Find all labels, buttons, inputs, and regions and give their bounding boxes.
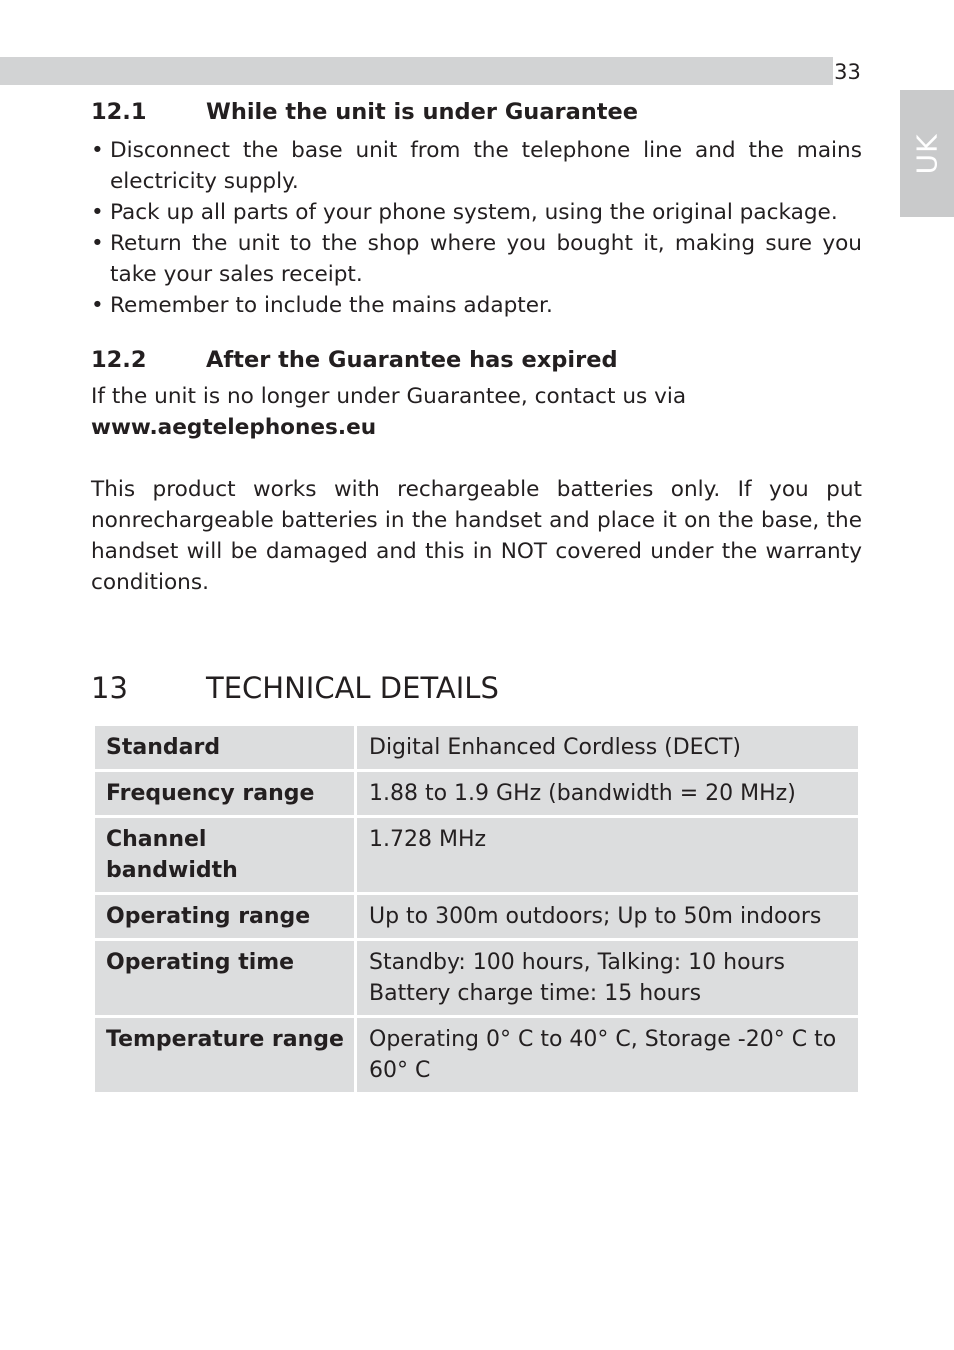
section-number: 12.1 [91,99,147,125]
expired-guarantee-text [91,381,862,443]
battery-warning-paragraph: This product works with rechargeable batteries only. If you put nonrechargeable batteries in the handset and place it on the base, the handset will be damaged and this in NOT covered under the warranty conditions. [91,477,862,595]
list-item: • Disconnect the base unit from the telephone line and the mains electricity supply. [91,135,862,197]
guarantee-steps-list [91,135,862,321]
table-row [95,818,858,892]
website-link[interactable]: www.aegtelephones.eu [91,415,377,440]
section-title: While the unit is under Guarantee [206,99,639,125]
spec-value: Up to 300m outdoors; Up to 50m indoors [357,895,858,938]
table-row [95,726,858,769]
table-row [95,1018,858,1092]
table-row [95,895,858,938]
contact-text: If the unit is no longer under Guarantee, contact us via [91,384,687,409]
spec-label: Operating time [95,941,354,1015]
chapter-title: TECHNICAL DETAILS [206,671,499,705]
spec-value: 1.728 MHz [357,818,858,892]
language-tab [900,90,954,217]
language-tab-label: UK [910,133,944,174]
spec-value: 1.88 to 1.9 GHz (bandwidth = 20 MHz) [357,772,858,815]
spec-label: Frequency range [95,772,354,815]
spec-value [357,941,858,1015]
technical-details-table [92,723,861,1095]
spec-label: Standard [95,726,354,769]
spec-value: Operating 0° C to 40° C, Storage -20° C to 60° C [357,1018,858,1092]
chapter-number: 13 [91,671,128,705]
spec-value-line: Standby: 100 hours, Talking: 10 hours [369,950,785,975]
list-item: • Pack up all parts of your phone system, using the original package. [91,197,862,228]
section-title: After the Guarantee has expired [206,347,618,373]
table-row [95,941,858,1015]
section-number: 12.2 [91,347,147,373]
spec-value: Digital Enhanced Cordless (DECT) [357,726,858,769]
spec-value-line: Battery charge time: 15 hours [369,981,702,1006]
spec-label: Temperature range [95,1018,354,1092]
list-item: • Return the unit to the shop where you bought it, making sure you take your sales receipt. [91,228,862,290]
spec-label: Channel bandwidth [95,818,354,892]
page-number: 33 [834,60,861,84]
header-bar [0,57,833,85]
list-item: • Remember to include the mains adapter. [91,290,862,321]
spec-label: Operating range [95,895,354,938]
table-row [95,772,858,815]
